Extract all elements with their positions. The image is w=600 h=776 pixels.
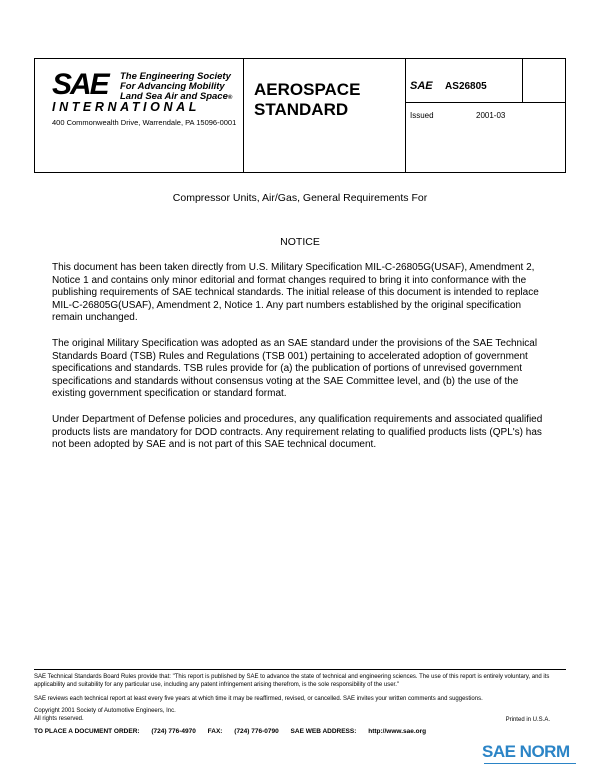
watermark-underline — [484, 763, 576, 764]
notice-heading: NOTICE — [280, 236, 320, 248]
doc-number: AS26805 — [445, 81, 487, 92]
sae-logo: SAE — [52, 68, 108, 101]
document-title: Compressor Units, Air/Gas, General Requirements For — [172, 192, 428, 204]
tagline-line-3: Land Sea Air and Space — [120, 91, 228, 102]
review-notice: SAE reviews each technical report at least every five years at which time it may be reaffirmed, revised, or cancelled. SAE invites your written comments and suggestions. — [34, 696, 483, 702]
doc-type-line-2: STANDARD — [254, 100, 349, 119]
society-tagline — [120, 72, 232, 103]
paragraph-2: The original Military Specification was adopted as an SAE standard under the provisions of the SAE Technical Standards Board (TSB) Rules and Regulations (TSB 001) pertaining to accelerated adoption of government specifications and standards. TSB rules provide for (a) the publication of portions of unrevised government specifications and standards without consensus voting at the SAE Committee level, and (b) the use of the existing government specification or standard format. — [52, 338, 538, 399]
web-label: SAE WEB ADDRESS: — [290, 728, 357, 735]
header-divider-2 — [405, 58, 406, 173]
printed-in: Printed in U.S.A. — [505, 717, 550, 723]
doc-number-row — [410, 80, 487, 92]
paragraph-3: Under Department of Defense policies and procedures, any qualification requirements and associated qualified products lists are mandatory for DOD contracts. Any requirement relating to qualified products lists (QPL's) has not been adopted by SAE and is not part of this SAE technical document. — [52, 414, 543, 450]
phone-number: (724) 776-4970 — [151, 728, 196, 735]
issued-date: 2001-03 — [476, 111, 506, 120]
international-label: INTERNATIONAL — [52, 100, 200, 114]
tagline-line-1: The Engineering Society — [120, 71, 231, 82]
paragraph-1: This document has been taken directly from U.S. Military Specification MIL-C-26805G(USAF), Amendment 2, Notice 1 and contains only minor editorial and format changes required to bring it into conformance with the publishing requirements of SAE technical standards. The initial release of this document is intended to replace MIL-C-26805G(USAF), Amendment 2, Notice 1. Any part numbers established by the original specification remain unchanged. — [52, 262, 539, 323]
web-link[interactable]: http://www.sae.org — [368, 728, 427, 735]
tagline-line-2: For Advancing Mobility — [120, 81, 225, 92]
fax-label: FAX: — [207, 728, 223, 735]
header-divider-1 — [243, 58, 244, 173]
doc-type-line-1: AEROSPACE — [254, 80, 361, 99]
watermark-logo: SAE NORM — [482, 742, 570, 761]
header-divider-3 — [522, 58, 523, 102]
copyright: Copyright 2001 Society of Automotive Engineers, Inc. — [34, 708, 176, 714]
fax-number: (724) 776-0790 — [234, 728, 279, 735]
rights-reserved: All rights reserved. — [34, 716, 84, 722]
doc-type — [254, 80, 360, 120]
order-label: TO PLACE A DOCUMENT ORDER: — [34, 728, 140, 735]
mini-sae-logo: SAE — [410, 80, 433, 92]
order-info — [34, 728, 436, 735]
registered-mark: ® — [227, 95, 233, 101]
sae-address: 400 Commonwealth Drive, Warrendale, PA 15096-0001 — [52, 118, 237, 127]
tsb-disclaimer: SAE Technical Standards Board Rules provide that: "This report is published by SAE to advance the state of technical and engineering sciences. The use of this report is entirely voluntary, and its applicability and suitability for any particular use, including any patent infringement arising therefrom, is the sole responsibility of the user." — [34, 674, 550, 688]
footer-rule — [34, 669, 566, 670]
issued-label: Issued — [410, 111, 434, 120]
header-rule — [405, 102, 566, 103]
